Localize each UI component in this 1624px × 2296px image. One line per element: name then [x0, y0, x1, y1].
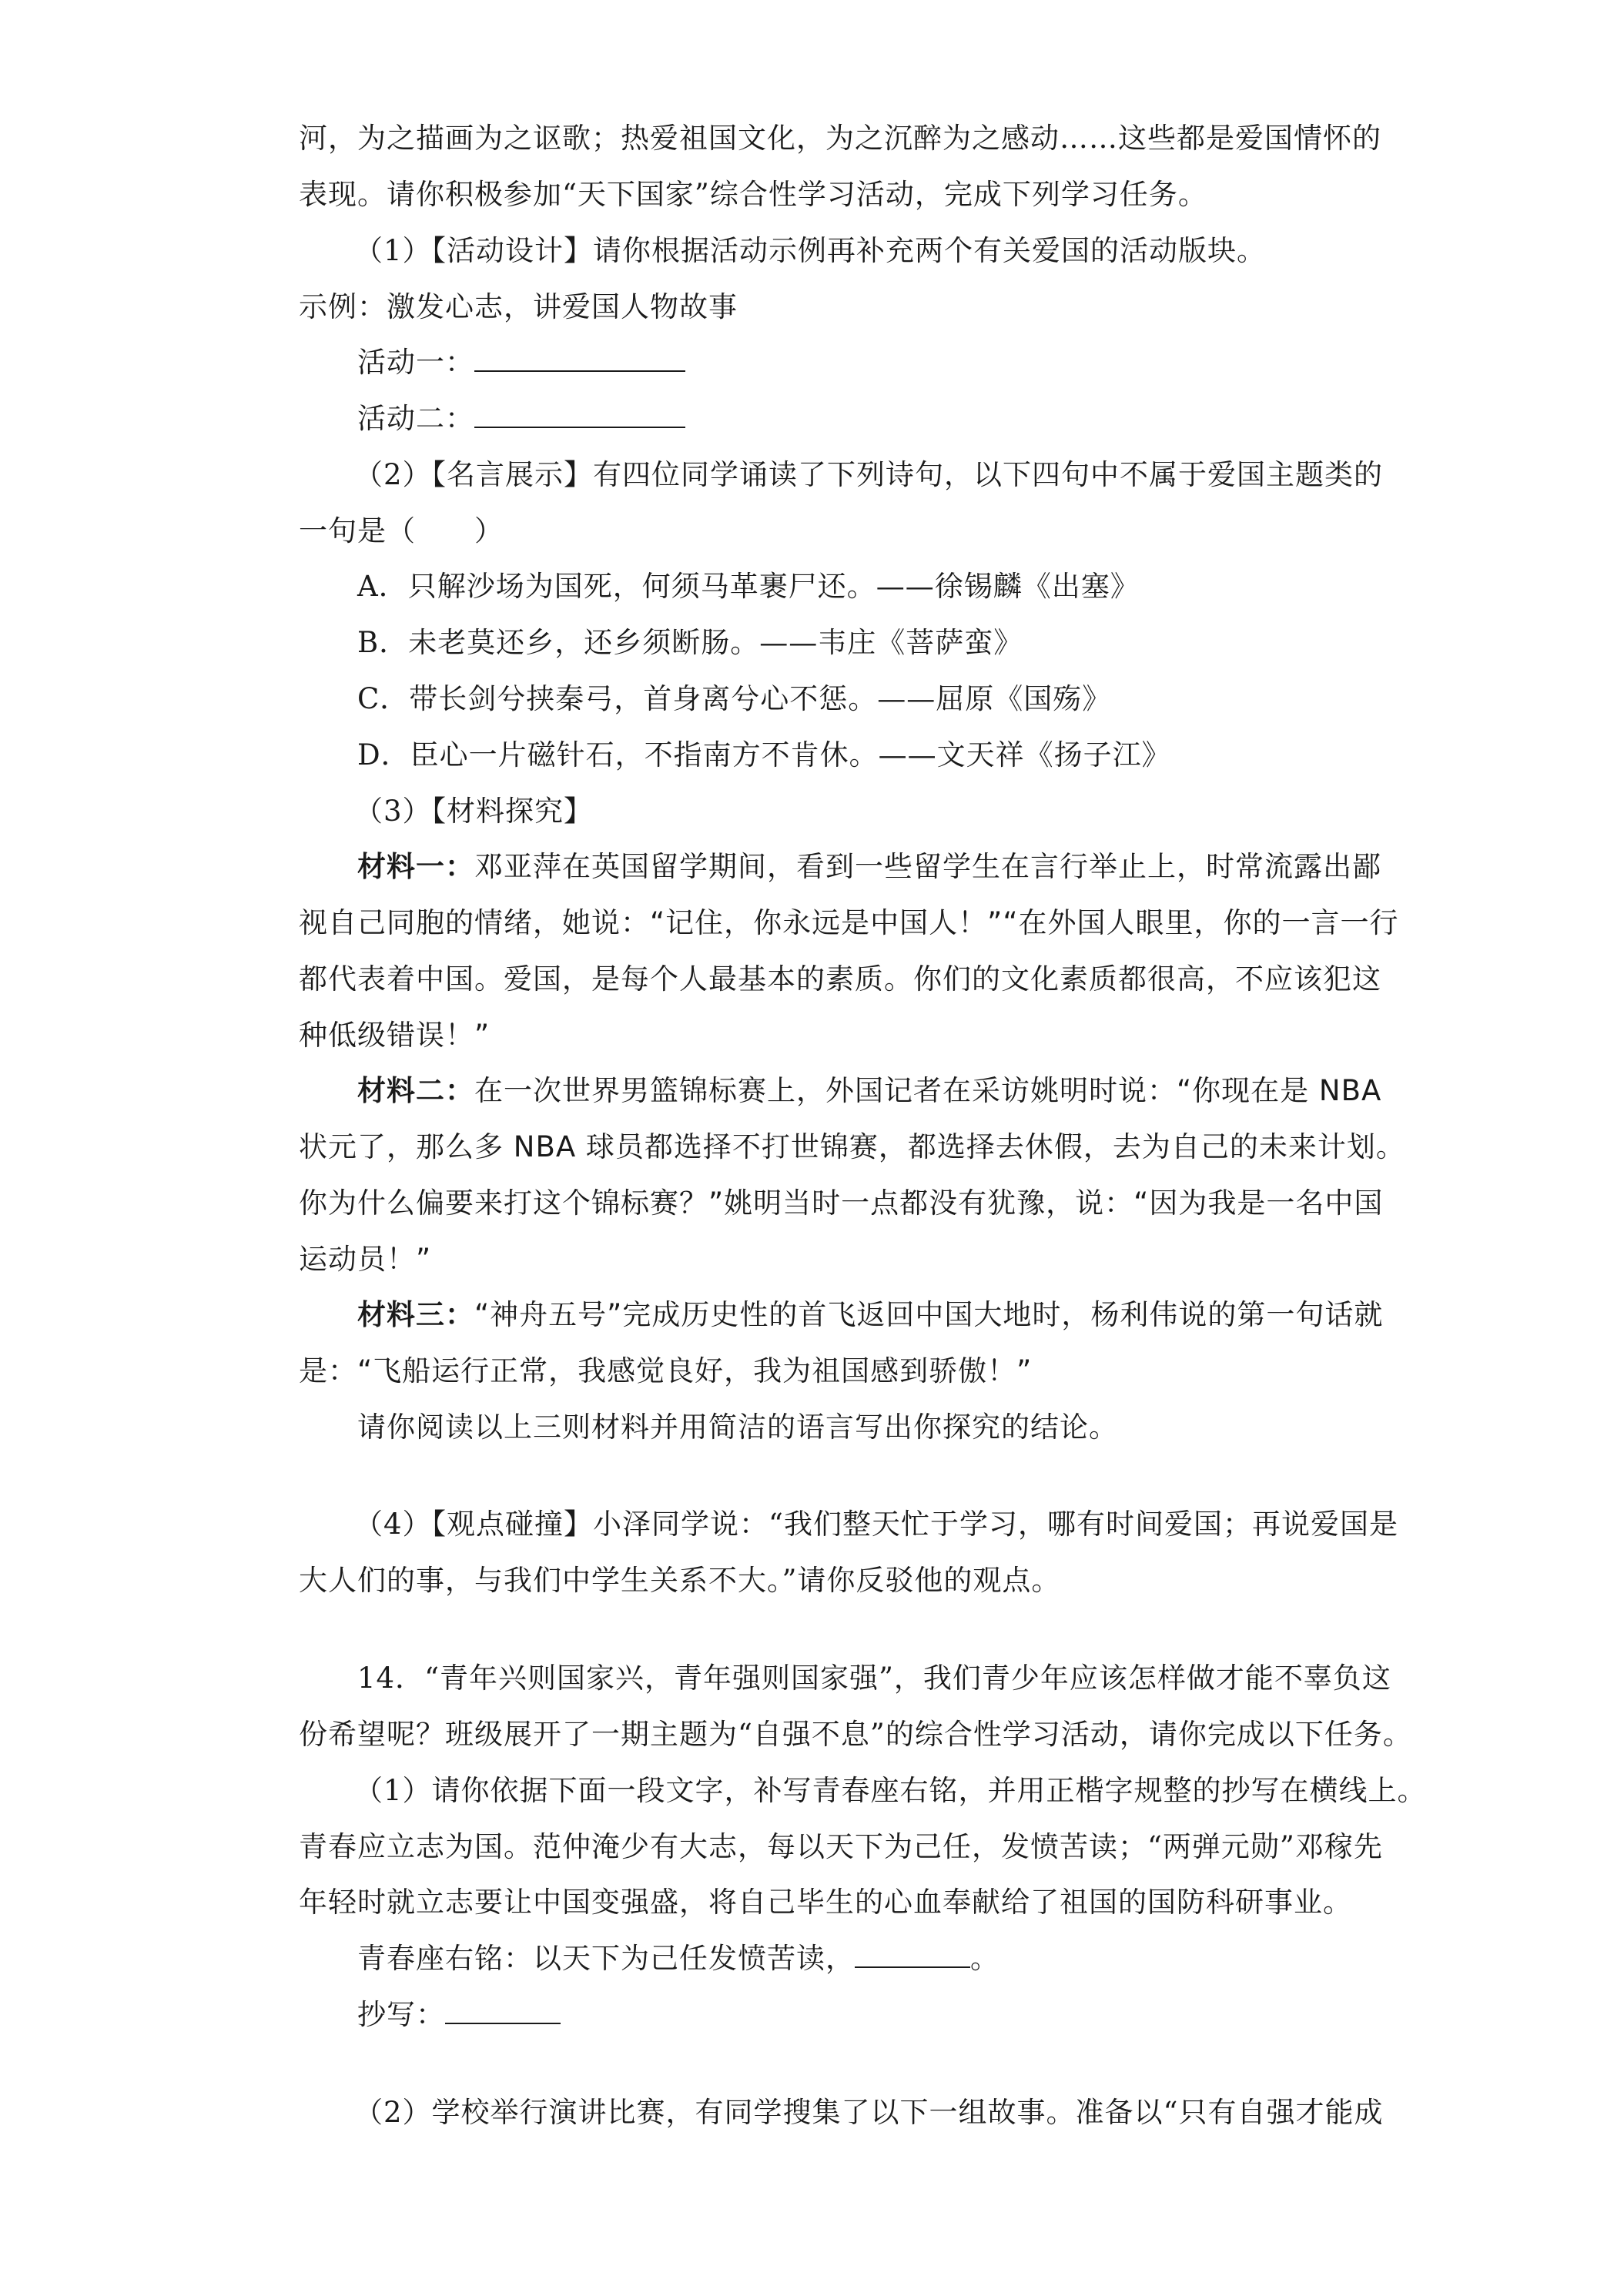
q14-line-2: 份希望呢？班级展开了一期主题为“自强不息”的综合性学习活动，请你完成以下任务。 — [299, 1718, 1412, 1751]
q14-motto — [357, 1940, 1000, 1977]
q3-title: （3）【材料探究】 — [354, 795, 594, 828]
q2-line-1: （2）【名言展示】有四位同学诵读了下列诗句，以下四句中不属于爱国主题类的 — [354, 458, 1384, 491]
material-1-label: 材料一： — [357, 850, 474, 883]
material-1-line-4: 种低级错误！” — [299, 1019, 491, 1052]
q1-activity-2-blank[interactable] — [474, 400, 685, 428]
q2-option-b: B．未老莫还乡，还乡须断肠。——韦庄《菩萨蛮》 — [357, 626, 1023, 659]
q1-activity-2-label: 活动二： — [357, 402, 474, 435]
material-1-line-3: 都代表着中国。爱国，是每个人最基本的素质。你们的文化素质都很高，不应该犯这 — [299, 962, 1381, 996]
intro-line-1: 河，为之描画为之讴歌；热爱祖国文化，为之沉醉为之感动……这些都是爱国情怀的 — [299, 122, 1381, 155]
q14-copy-blank[interactable] — [445, 1996, 561, 2024]
q14-passage-line-1: 青春应立志为国。范仲淹少有大志，每以天下为己任，发愤苦读；“两弹元勋”邓稼先 — [299, 1830, 1383, 1863]
material-2-line-1 — [357, 1073, 1381, 1110]
q14-motto-label: 青春座右铭：以天下为己任发愤苦读， — [357, 1942, 855, 1975]
q2-option-a: A．只解沙场为国死，何须马革裹尸还。——徐锡麟《出塞》 — [357, 570, 1140, 603]
material-2-line-2: 状元了，那么多 NBA 球员都选择不打世锦赛，都选择去休假，去为自己的未来计划。 — [299, 1130, 1405, 1163]
q14-part-2: （2）学校举行演讲比赛，有同学搜集了以下一组故事。准备以“只有自强才能成 — [354, 2096, 1384, 2129]
material-2-line-4: 运动员！” — [299, 1243, 432, 1276]
q14-line-1: 14．“青年兴则国家兴，青年强则国家强”，我们青少年应该怎样做才能不辜负这 — [357, 1662, 1391, 1695]
q4-line-2: 大人们的事，与我们中学生关系不大。”请你反驳他的观点。 — [299, 1564, 1061, 1597]
q1-activity-2 — [357, 400, 685, 437]
material-2-text-1: 在一次世界男篮锦标赛上，外国记者在采访姚明时说：“你现在是 NBA — [474, 1074, 1382, 1107]
q1-title: （1）【活动设计】请你根据活动示例再补充两个有关爱国的活动版块。 — [354, 234, 1267, 267]
material-2-line-3: 你为什么偏要来打这个锦标赛？”姚明当时一点都没有犹豫，说：“因为我是一名中国 — [299, 1186, 1384, 1220]
material-1-line-1 — [357, 848, 1381, 885]
material-3-text-1: “神舟五号”完成历史性的首飞返回中国大地时，杨利伟说的第一句话就 — [474, 1298, 1384, 1331]
q1-activity-1 — [357, 344, 685, 381]
q2-line-2: 一句是（ ） — [299, 514, 504, 547]
q14-motto-end: 。 — [970, 1942, 1000, 1975]
material-1-line-2: 视自己同胞的情绪，她说：“记住，你永远是中国人！”“在外国人眼里，你的一言一行 — [299, 906, 1399, 939]
q14-part-1: （1）请你依据下面一段文字，补写青春座右铭，并用正楷字规整的抄写在横线上。 — [354, 1774, 1427, 1807]
material-3-line-2: 是：“飞船运行正常，我感觉良好，我为祖国感到骄傲！” — [299, 1354, 1033, 1387]
material-3-label: 材料三： — [357, 1298, 474, 1331]
q4-line-1: （4）【观点碰撞】小泽同学说：“我们整天忙于学习，哪有时间爱国；再说爱国是 — [354, 1508, 1398, 1541]
q1-activity-1-blank[interactable] — [474, 344, 685, 372]
material-1-text-1: 邓亚萍在英国留学期间，看到一些留学生在言行举止上，时常流露出鄙 — [474, 850, 1381, 883]
material-2-label: 材料二： — [357, 1074, 474, 1107]
q3-prompt: 请你阅读以上三则材料并用简洁的语言写出你探究的结论。 — [357, 1411, 1118, 1444]
q14-motto-blank[interactable] — [855, 1940, 970, 1968]
q1-activity-1-label: 活动一： — [357, 346, 474, 379]
q14-passage-line-2: 年轻时就立志要让中国变强盛，将自己毕生的心血奉献给了祖国的国防科研事业。 — [299, 1886, 1352, 1919]
q1-example: 示例：激发心志，讲爱国人物故事 — [299, 290, 738, 323]
material-3-line-1 — [357, 1297, 1383, 1334]
q2-option-d: D．臣心一片磁针石，不指南方不肯休。——文天祥《扬子江》 — [357, 738, 1171, 771]
q14-copy — [357, 1996, 561, 2033]
intro-line-2: 表现。请你积极参加“天下国家”综合性学习活动，完成下列学习任务。 — [299, 178, 1207, 211]
q2-option-c: C．带长剑兮挟秦弓，首身离兮心不惩。——屈原《国殇》 — [357, 682, 1112, 715]
q14-copy-label: 抄写： — [357, 1998, 445, 2031]
